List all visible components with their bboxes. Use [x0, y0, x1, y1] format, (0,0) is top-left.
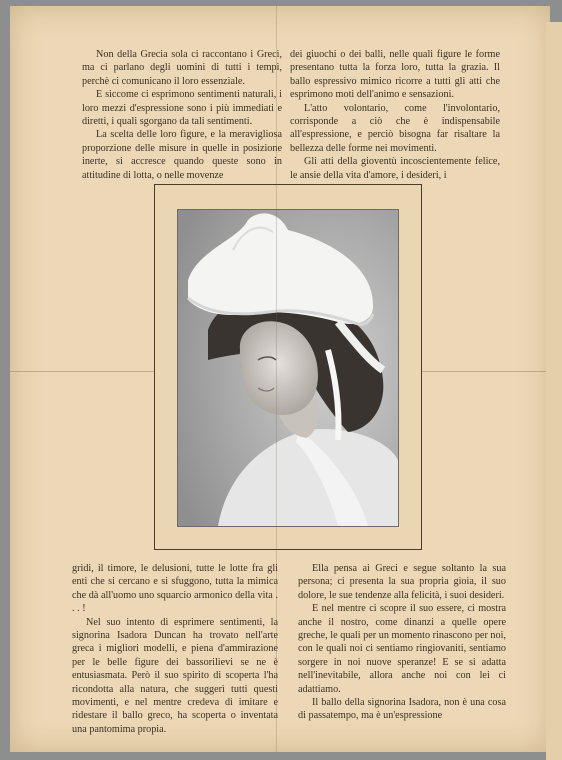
text-column-top-left: [82, 48, 282, 182]
portrait-photo: [177, 209, 399, 527]
paragraph: Ella pensa ai Greci e segue soltanto la sua persona; ci presenta la sua propria gioia, il suo dolore, le sue tendenze alla felicità, i suoi desideri.: [298, 563, 506, 601]
photo-frame: [154, 184, 422, 550]
text-column-bottom-right: [298, 562, 506, 723]
paragraph: gridi, il timore, le delusioni, tutte le lotte fra gli enti che si cercano e si sfuggono, tutta la mimica che dà all'uomo uno squarcio armonico della vita . . . !: [72, 563, 278, 615]
newspaper-page: [10, 6, 550, 752]
portrait-woman-bonnet-image: [178, 210, 398, 526]
paragraph: Non della Grecia sola ci raccontano i Greci, ma ci parlano degli uomini di tutti i tempi, perchè ci comunicano il loro essenziale.: [82, 49, 282, 87]
paragraph: Nel suo intento di esprimere sentimenti, la signorina Isadora Duncan ha trovato nell'arte greca i migliori modelli, e piena d'ammirazione per le belle figure dei bassorilievi se ne è entusiasmata. Però il suo spirito di scoperta l'ha ricondotta alla natura, che suggerì tutti questi movimenti, e nel mentre credeva di imitare e ridestare il ballo greco, ha scoperta o inventata una pantomima propia.: [72, 616, 278, 735]
paragraph: E nel mentre ci scopre il suo essere, ci mostra anche il nostro, come dinanzi a quelle opere greche, le quali per un momento rinascono per noi, con le quali noi ci sentiamo ringiovaniti, sentiamo sorgere in noi nuove speranze! E se si adatta nell'inevitabile, allora anche noi con lei ci adattiamo.: [298, 603, 506, 695]
text-column-top-right: [290, 48, 500, 182]
paragraph: Gli atti della gioventù incoscientemente felice, le ansie della vita d'amore, i desideri, i: [290, 156, 500, 181]
paragraph: La scelta delle loro figure, e la meravigliosa proporzione delle misure in quelle in posizione inerte, si accresce quando queste sono in attitudine di lotta, o nelle movenze: [82, 129, 282, 181]
paragraph: Il ballo della signorina Isadora, non è una cosa di passatempo, ma è un'espressione: [298, 697, 506, 722]
page-edge: [546, 22, 562, 760]
paragraph: E siccome ci esprimono sentimenti naturali, i loro mezzi d'espressione sono i più immediati e diretti, i quali sgorgano da tali sentimenti.: [82, 89, 282, 128]
paragraph: L'atto volontario, come l'involontario, corrisponde a ciò che è indispensabile all'espressione, e perciò bisogna far risaltare la bellezza delle forme nei movimenti.: [290, 102, 500, 154]
paragraph: dei giuochi o dei balli, nelle quali figure le forme presentano tutta la forza loro, tutta la grazia. Il ballo espressivo mimico ricorre a tutti gli atti che esprimono moti dell'animo e sensazioni.: [290, 49, 500, 101]
text-column-bottom-left: [72, 562, 278, 736]
